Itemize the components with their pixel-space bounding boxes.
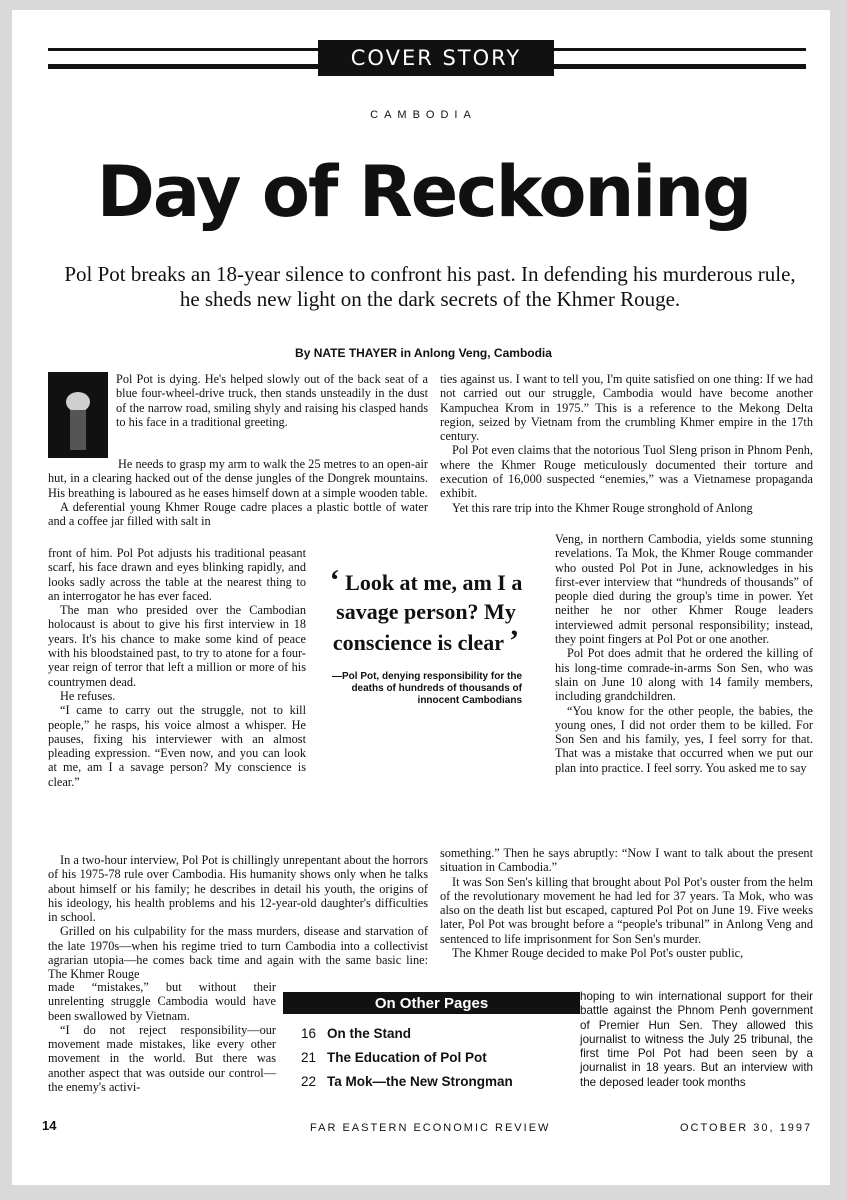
paragraph: Veng, in northern Cambodia, yields some stunning revelations. Ta Mok, the Khmer Rouge commander who ousted Pol Pot in June, acknowledges in his first-ever interview that “hundreds of thousands” of people died during the group's time in power. Yet neither he nor other Khmer Rouge leaders interviewed admit personal responsibility; instead, they point fingers at Pol Pot or one another. — [555, 532, 813, 647]
column-2-top — [440, 372, 813, 515]
pol-pot-photo — [48, 372, 108, 458]
footer-page-number: 14 — [42, 1118, 57, 1133]
byline: By NATE THAYER in Anlong Veng, Cambodia — [295, 346, 552, 360]
paragraph: front of him. Pol Pot adjusts his traditional peasant scarf, his face drawn and eyes blinking rapidly, and looks sadly across the table at the nearest thing to an interrogator he has ever faced. — [48, 546, 306, 603]
paragraph: ties against us. I want to tell you, I'm quite satisfied on one thing: If we had not carried out our struggle, Cambodia would have become another Kampuchea Krom in 1975.” This is a reference to the Mekong Delta region, seized by Vietnam from the crumbling Khmer empire in the 17th century. — [440, 372, 813, 444]
page-number: 16 — [301, 1026, 317, 1041]
banner-rule-right-bottom — [554, 64, 806, 69]
kicker: CAMBODIA — [370, 109, 477, 121]
page-number: 21 — [301, 1050, 317, 1065]
paragraph: He refuses. — [60, 688, 116, 703]
paragraph: Pol Pot does admit that he ordered the killing of his long-time comrade-in-arms Son Sen, who was slain on June 10 along with 14 family members, including grandchildren. — [555, 646, 813, 704]
paragraph: “You know for the other people, the babies, the young ones, I did not order them to be killed. For Son Sen and his family, yes, I feel sorry for that. That was a mistake that occurred when we put our plan into practice. I feel sorry. You asked me to say — [555, 703, 813, 775]
pull-quote-body: Look at me, am I a savage person? My conscience is clear — [332, 570, 523, 655]
deck: Pol Pot breaks an 18-year silence to confront his past. In defending his murderous rule, he sheds new light on the dark secrets of the Khmer Rouge. — [64, 262, 796, 311]
open-quote-mark: ‘ — [329, 564, 340, 597]
item-title: The Education of Pol Pot — [327, 1050, 487, 1065]
other-pages-item[interactable] — [301, 1046, 580, 1070]
paragraph: Pol Pot even claims that the notorious Tuol Sleng prison in Phnom Penh, where the Khmer Rouge meticulously documented their torture and execution of 16,000 suspected “enemies,” was a Vietnamese propaganda exhibit. — [440, 443, 813, 501]
column-2-bottom — [440, 846, 813, 960]
paragraph: something.” Then he says abruptly: “Now I want to talk about the present situation in Cambodia.” — [440, 846, 813, 875]
item-title: On the Stand — [327, 1026, 411, 1041]
paragraph: made “mistakes,” but without their unrelenting struggle Cambodia would have been swallowed by Vietnam. — [48, 980, 276, 1023]
pull-quote — [310, 566, 542, 707]
paragraph: “I came to carry out the struggle, not to kill people,” he rasps, his voice almost a whisper. He pauses, fixing his interviewer with an almost pleading expression. “Even now, and you can look at me, am I a savage person? My conscience is clear.” — [48, 703, 306, 789]
footer-publication: FAR EASTERN ECONOMIC REVIEW — [310, 1122, 551, 1134]
portrait-image — [48, 372, 108, 458]
column-1-top — [116, 372, 428, 429]
item-title: Ta Mok—the New Strongman — [327, 1074, 513, 1089]
paragraph: He needs to grasp my arm to walk the 25 metres to an open-air hut, in a clearing hacked out of the dense jungles of the Dongrek mountains. His breathing is laboured as he eases himself down at a simple wooden table. — [48, 457, 428, 500]
page-number: 22 — [301, 1074, 317, 1089]
paragraph: Grilled on his culpability for the mass murders, disease and starvation of the late 1970s—when his regime tried to turn Cambodia into a collectivist agrarian utopia—he comes back time and again with the same basic line: The Khmer Rouge — [48, 924, 428, 982]
column-1-top-full — [48, 457, 428, 528]
paragraph: The man who presided over the Cambodian holocaust is about to give his first interview in 18 years. It's his chance to make some kind of peace with his bloodstained past, to try to atone for a four-year reign of terror that left a million or more of his countrymen dead. — [48, 603, 306, 689]
paragraph: hoping to win international support for their battle against the Phnom Penh government of Premier Hun Sen. They allowed this journalist to witness the July 25 tribunal, the first time Pol Pot had been seen by a journalist in 18 years. But an interview with the deposed leader took months — [580, 990, 813, 1089]
column-1-end — [48, 980, 276, 1094]
paragraph: In a two-hour interview, Pol Pot is chillingly unrepentant about the horrors of his 1975-78 rule over Cambodia. His humanity shows only when he talks about himself or his family; he describes in detail his youth, the origins of his ideology, his health problems and his 12-year-old daughter's difficulties in school. — [48, 853, 428, 925]
headline: Day of Reckoning — [96, 151, 751, 233]
pull-quote-text — [310, 566, 542, 657]
column-1-bottom — [48, 853, 428, 982]
other-pages-item[interactable] — [301, 1070, 580, 1094]
paragraph: Pol Pot is dying. He's helped slowly out of the back seat of a blue four-wheel-drive truck, then stands unsteadily in the dust of the narrow road, smiling shyly and raising his clasped hands to his face in a traditional greeting. — [116, 372, 428, 429]
close-quote-mark: ’ — [509, 624, 520, 657]
pull-quote-attribution: —Pol Pot, denying responsibility for the deaths of hundreds of thousands of innocent Cambodians — [331, 671, 522, 706]
footer-date: OCTOBER 30, 1997 — [680, 1122, 813, 1134]
column-1-mid — [48, 546, 306, 789]
banner-rule-left-bottom — [48, 64, 318, 69]
paragraph: It was Son Sen's killing that brought about Pol Pot's ouster from the helm of the revolutionary movement he had led for 37 years. Ta Mok, who was also on the death list but escaped, captured Pol Pot on June 19. Five weeks later, Pol Pot was brought before a “people's tribunal” in Anlong Veng and sentenced to life imprisonment for Son Sen's murder. — [440, 874, 813, 946]
other-pages-title: On Other Pages — [283, 992, 580, 1014]
other-pages-list — [283, 1022, 580, 1094]
banner-rule-left-top — [48, 48, 318, 51]
paragraph: A deferential young Khmer Rouge cadre places a plastic bottle of water and a coffee jar filled with salt in — [48, 499, 428, 529]
column-2-mid — [555, 532, 813, 775]
section-banner: COVER STORY — [318, 40, 554, 76]
other-pages-box — [283, 992, 580, 1102]
paragraph: The Khmer Rouge decided to make Pol Pot's ouster public, — [452, 946, 744, 961]
paragraph: Yet this rare trip into the Khmer Rouge stronghold of Anlong — [452, 500, 753, 515]
other-pages-item[interactable] — [301, 1022, 580, 1046]
banner-rule-right-top — [554, 48, 806, 51]
paragraph: “I do not reject responsibility—our movement made mistakes, like every other movement in the world. But there was another aspect that was outside our control—the enemy's activi- — [48, 1022, 276, 1095]
column-2-end — [580, 990, 813, 1090]
